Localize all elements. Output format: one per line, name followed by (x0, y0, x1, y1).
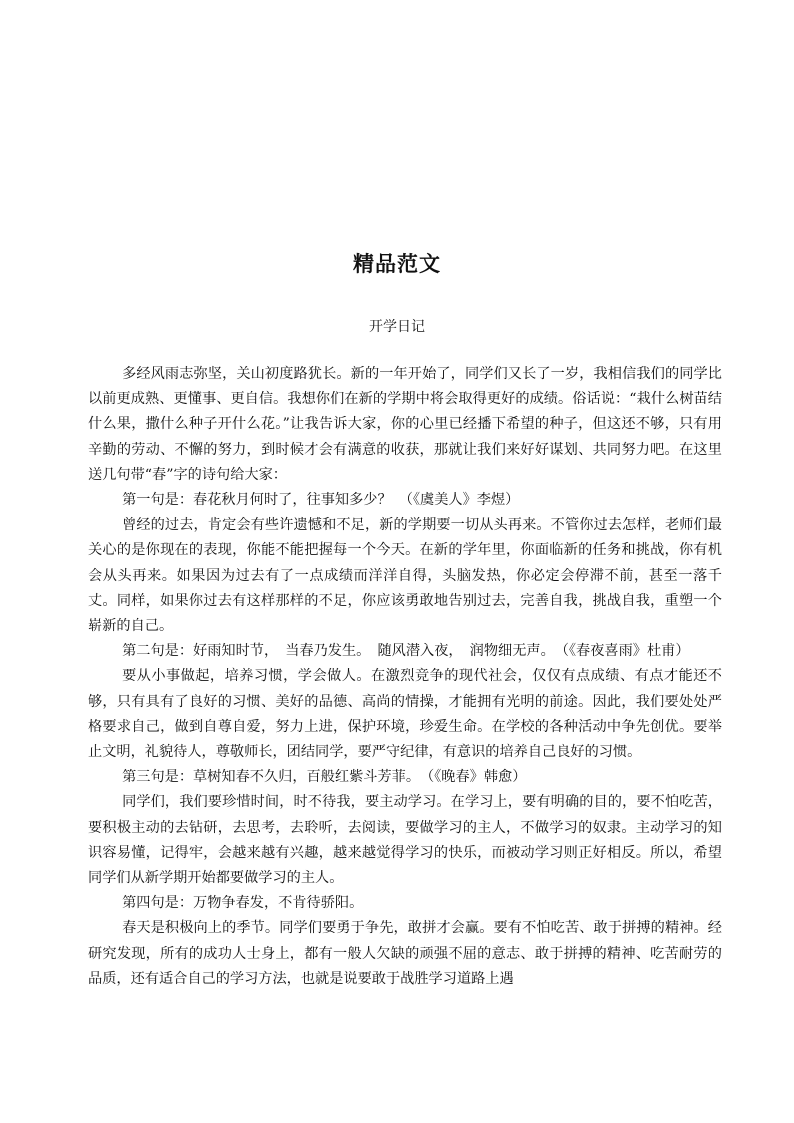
paragraph: 同学们，我们要珍惜时间，时不待我，要主动学习。在学习上，要有明确的目的，要不怕吃苦，要积极主动的去钻研，去思考，去聆听，去阅读，要做学习的主人，不做学习的奴隶。主动学习的知识容易懂，记得牢，会越来越有兴趣，越来越觉得学习的快乐，而被动学习则正好相反。所以，希望同学们从新学期开始都要做学习的主人。 (88, 794, 722, 887)
document-body (88, 362, 722, 992)
poem-line: 第三句是：草树知春不久归，百般红紫斗芳菲。 （《晚春》韩愈） (122, 769, 527, 786)
poem-line: 第一句是：春花秋月何时了，往事知多少？ （《虞美人》李煜） (122, 492, 520, 509)
paragraph: 要从小事做起，培养习惯，学会做人。在激烈竞争的现代社会，仅仅有点成绩、有点才能还不够，只有具有了良好的习惯、美好的品德、高尚的情操，才能拥有光明的前途。因此，我们要处处严格要求自己，做到自尊自爱，努力上进，保护环境，珍爱生命。在学校的各种活动中争先创优。要举止文明，礼貌待人，尊敬师长，团结同学，要严守纪律，有意识的培养自己良好的习惯。 (88, 668, 722, 761)
document-subtitle: 开学日记 (369, 319, 425, 335)
paragraph: 多经风雨志弥坚，关山初度路犹长。新的一年开始了，同学们又长了一岁，我相信我们的同学比以前更成熟、更懂事、更自信。我想你们在新的学期中将会取得更好的成绩。俗话说：“栽什么树苗结什么果，撒什么种子开什么花。”让我告诉大家，你的心里已经播下希望的种子，但这还不够，只有用辛勤的劳动、不懈的努力，到时候才会有满意的收获，那就让我们来好好谋划、共同努力吧。在这里送几句带“春”字的诗句给大家： (88, 366, 722, 483)
paragraph: 春天是积极向上的季节。同学们要勇于争先，敢拼才会赢。要有不怕吃苦、敢于拼搏的精神。经研究发现，所有的成功人士身上，都有一般人欠缺的顽强不屈的意志、敢于拼搏的精神、吃苦耐劳的品质，还有适合自己的学习方法，也就是说要敢于战胜学习道路上遇 (88, 920, 722, 987)
poem-line: 第二句是：好雨知时节， 当春乃发生。 随风潜入夜， 润物细无声。 （《春夜喜雨》杜甫） (122, 643, 690, 660)
document-title: 精品范文 (353, 252, 441, 276)
paragraph: 曾经的过去，肯定会有些许遗憾和不足，新的学期要一切从头再来。不管你过去怎样，老师们最关心的是你现在的表现，你能不能把握每一个今天。在新的学年里，你面临新的任务和挑战，你有机会从头再来。如果因为过去有了一点成绩而洋洋自得，头脑发热，你必定会停滞不前，甚至一落千丈。同样，如果你过去有这样那样的不足，你应该勇敢地告别过去，完善自我，挑战自我，重塑一个崭新的自己。 (88, 517, 722, 635)
poem-line: 第四句是：万物争春发，不肯待骄阳。 (122, 895, 364, 912)
